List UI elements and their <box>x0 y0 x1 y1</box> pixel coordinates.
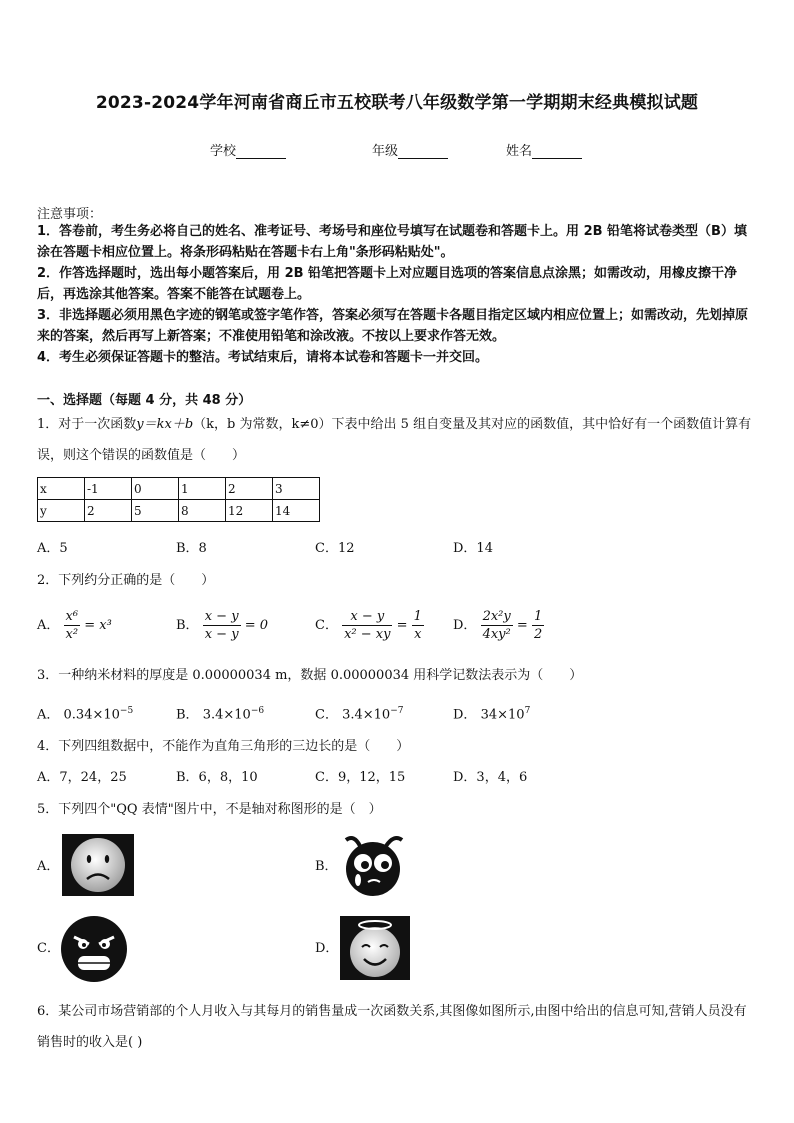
note-4: 4．考生必须保证答题卡的整洁。考试结束后，请将本试卷和答题卡一并交回。 <box>37 350 489 365</box>
q2c-fraction: $\frac{x - y}{\text{x² − xy}}$ <box>344 609 391 642</box>
q2b-fraction: $\frac{x - y}{x - y}$ <box>204 609 239 642</box>
table-cell: 5 <box>132 500 179 522</box>
q3-option-a: A． $0.34\times 10^{-5}$ <box>37 706 134 723</box>
question-3: 3．一种纳米材料的厚度是 0.00000034 m，数据 0.00000034 用科学记数法表示为（ ） <box>37 668 583 683</box>
table-cell: 12 <box>226 500 273 522</box>
q2-option-a: A． $\frac{\text{x⁶}}{\text{x²}}$ = x³ <box>37 609 112 642</box>
table-cell: 0 <box>132 478 179 500</box>
q1-option-b: B．8 <box>176 541 207 556</box>
q4-option-b: B．6，8，10 <box>176 770 258 785</box>
q4-option-d: D．3，4，6 <box>453 770 528 785</box>
table-cell: 1 <box>179 478 226 500</box>
table-cell: 2 <box>85 500 132 522</box>
section-heading: 一、选择题（每题 4 分，共 48 分） <box>37 393 252 408</box>
q3-option-d: D． $34\times 10^7$ <box>453 706 531 723</box>
table-cell: x <box>38 478 85 500</box>
school-blank <box>236 146 286 159</box>
q1-option-a: A．5 <box>37 541 68 556</box>
q2d-rhs-fraction: $\frac{1}{2}$ <box>533 609 543 642</box>
question-1: 1．对于一次函数y＝kx＋b（k，b 为常数，k≠0）下表中给出 5 组自变量及其对应的函数值，其中恰好有一个函数值计算有误，则这个错误的函数值是（ ） <box>37 417 752 463</box>
q4-option-a: A．7，24，25 <box>37 770 127 785</box>
name-blank <box>532 146 582 159</box>
question-6: 6．某公司市场营销部的个人月收入与其每月的销售量成一次函数关系,其图像如图所示,由图中给出的信息可知,营销人员没有销售时的收入是( ) <box>37 1004 747 1050</box>
question-5: 5．下列四个"QQ 表情"图片中，不是轴对称图形的是（ ） <box>37 802 382 817</box>
table-cell: 8 <box>179 500 226 522</box>
table-cell: 2 <box>226 478 273 500</box>
exam-title: 2023-2024学年河南省商丘市五校联考八年级数学第一学期期末经典模拟试题 <box>95 93 699 113</box>
table-cell: -1 <box>85 478 132 500</box>
q4-option-c: C．9，12，15 <box>315 770 406 785</box>
q2-option-b: B． $\frac{x - y}{x - y}$ = 0 <box>176 609 268 642</box>
table-row <box>38 500 320 522</box>
note-1: 1．答卷前，考生务必将自己的姓名、准考证号、考场号和座位号填写在试题卷和答题卡上。用 2B 铅笔将试卷类型（B）填涂在答题卡相应位置上。将条形码粘贴在答题卡右上角"条形码粘贴处"。 <box>37 224 747 260</box>
question-4: 4．下列四组数据中，不能作为直角三角形的三边长的是（ ） <box>37 739 410 754</box>
grade-blank <box>398 146 448 159</box>
table-cell: 3 <box>273 478 320 500</box>
q5-label-a: A． <box>37 859 60 874</box>
sad-face-icon <box>62 834 134 896</box>
q2-option-c: C． $\frac{x - y}{\text{x² − xy}}$ = $\frac{1}{x}$ <box>315 609 422 642</box>
name-field: 姓名 <box>506 140 582 159</box>
q5-label-b: B． <box>315 859 338 874</box>
q1-option-c: C．12 <box>315 541 355 556</box>
table-row <box>38 478 320 500</box>
question-2: 2．下列约分正确的是（ ） <box>37 573 215 588</box>
q5-label-c: C． <box>37 941 60 956</box>
angel-face-icon <box>340 916 410 980</box>
note-2: 2．作答选择题时，选出每小题答案后，用 2B 铅笔把答题卡上对应题目选项的答案信息点涂黑；如需改动，用橡皮擦干净后，再选涂其他答案。答案不能答在试题卷上。 <box>37 266 738 302</box>
q1-table <box>37 477 320 522</box>
q2c-rhs-fraction: $\frac{1}{x}$ <box>413 609 422 642</box>
q3-option-b: B． $3.4\times 10^{-6}$ <box>176 706 265 723</box>
note-3: 3．非选择题必须用黑色字迹的钢笔或签字笔作答，答案必须写在答题卡各题目指定区域内相应位置上；如需改动，先划掉原来的答案，然后再写上新答案；不准使用铅笔和涂改液。不按以上要求作答无效。 <box>37 308 749 344</box>
q2d-fraction: $\frac{\text{2x²y}}{\text{4xy²}}$ <box>482 609 511 642</box>
crying-face-icon <box>338 830 408 900</box>
q1-formula: y＝kx＋b <box>136 417 194 432</box>
q1-option-d: D．14 <box>453 541 493 556</box>
q2a-fraction: $\frac{\text{x⁶}}{\text{x²}}$ <box>65 609 79 642</box>
angry-face-icon <box>58 913 130 985</box>
table-cell: 14 <box>273 500 320 522</box>
grade-field: 年级 <box>372 140 448 159</box>
notes-heading: 注意事项： <box>37 207 103 222</box>
q3-option-c: C． $3.4\times 10^{-7}$ <box>315 706 404 723</box>
q2-option-d: D． $\frac{\text{2x²y}}{\text{4xy²}}$ = $\frac{1}{2}$ <box>453 609 543 642</box>
q5-label-d: D． <box>315 941 339 956</box>
school-field: 学校 <box>210 140 286 159</box>
table-cell: y <box>38 500 85 522</box>
